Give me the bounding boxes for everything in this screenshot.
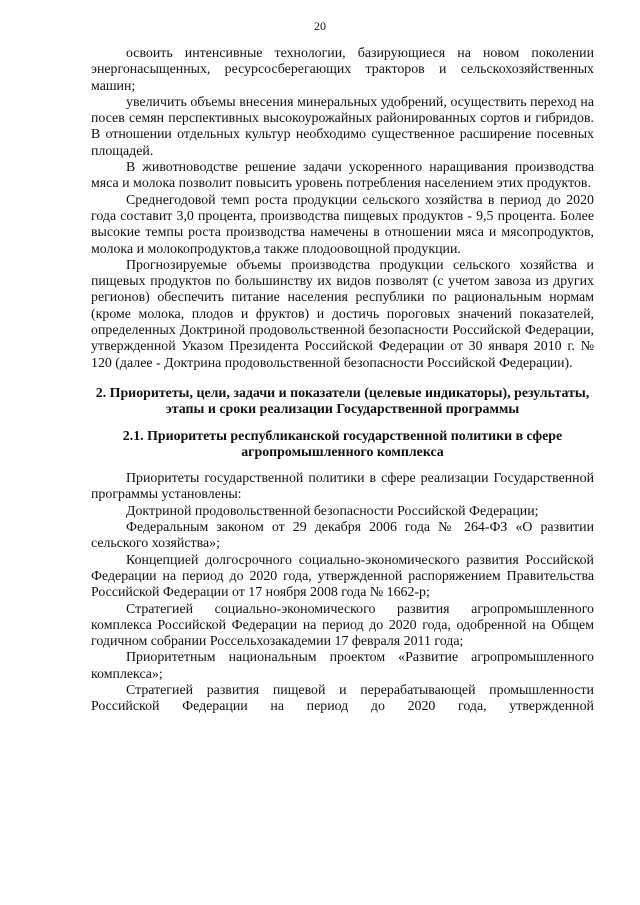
paragraph-federal-law: Федеральным законом от 29 декабря 2006 года № 264-ФЗ «О развитии сельского хозяйства»; — [91, 520, 594, 552]
document-body — [91, 46, 594, 716]
paragraph-livestock: В животноводстве решение задачи ускоренного наращивания производства мяса и молока позволит повысить уровень потребления населением этих продуктов. — [91, 160, 594, 192]
page-number: 20 — [314, 19, 326, 33]
paragraph-national-project: Приоритетным национальным проектом «Развитие агропромышленного комплекса»; — [91, 650, 594, 682]
paragraph-doctrine: Доктриной продовольственной безопасности Российской Федерации; — [126, 503, 539, 519]
paragraph-concept: Концепцией долгосрочного социально-экономического развития Российской Федерации на период до 2020 года, утвержденной распоряжением Правительства Российской Федерации от 17 ноября 2008 года № 1662-р; — [91, 552, 594, 601]
subsection-heading: 2.1. Приоритеты республиканской государственной политики в сфере агропромышленного комплекса — [122, 428, 563, 460]
paragraph-strategy-agro: Стратегией социально-экономического развития агропромышленного комплекса Российской Федерации на период до 2020 года, одобренной на Общем годичном собрании Россельхозакадемии 17 февраля 2011 года; — [91, 601, 594, 650]
paragraph-growth-rate: Среднегодовой темп роста продукции сельского хозяйства в период до 2020 года составит 3,0 процента, производства пищевых продуктов - 9,5 процента. Более высокие темпы роста производства намечены в отношении мяса и мясопродуктов, молока и молокопродуктов,а также плодоовощной продукции. — [91, 192, 594, 257]
paragraph-intensive-technologies: освоить интенсивные технологии, базирующиеся на новом поколении энергонасыщенных, ресурсосберегающих тракторов и сельскохозяйственных машин; — [91, 46, 594, 94]
paragraph-strategy-food-industry: Стратегией развития пищевой и перерабатывающей промышленности Российской Федерации на период до 2020 года, утвержденной — [91, 682, 594, 715]
section-heading: 2. Приоритеты, цели, задачи и показатели (целевые индикаторы), результаты, этапы и сроки реализации Государственной программы — [95, 385, 590, 418]
paragraph-priorities-intro: Приоритеты государственной политики в сфере реализации Государственной программы установлены: — [91, 471, 594, 503]
paragraph-fertilizers: увеличить объемы внесения минеральных удобрений, осуществить переход на посев семян перспективных высокоурожайных районированных сортов и гибридов. В отношении отдельных культур необходимо существенное расширение посевных площадей. — [91, 94, 594, 159]
paragraph-forecast-volumes: Прогнозируемые объемы производства продукции сельского хозяйства и пищевых продуктов по большинству их видов позволят (с учетом завоза из других регионов) обеспечить питание населения республики по рациональным нормам (кроме молока, плодов и фруктов) и достичь пороговых значений показателей, определенных Доктриной продовольственной безопасности Российской Федерации, утвержденной Указом Президента Российской Федерации от 30 января 2010 г. № 120 (далее - Доктрина продовольственной безопасности Российской Федерации). — [91, 257, 594, 371]
